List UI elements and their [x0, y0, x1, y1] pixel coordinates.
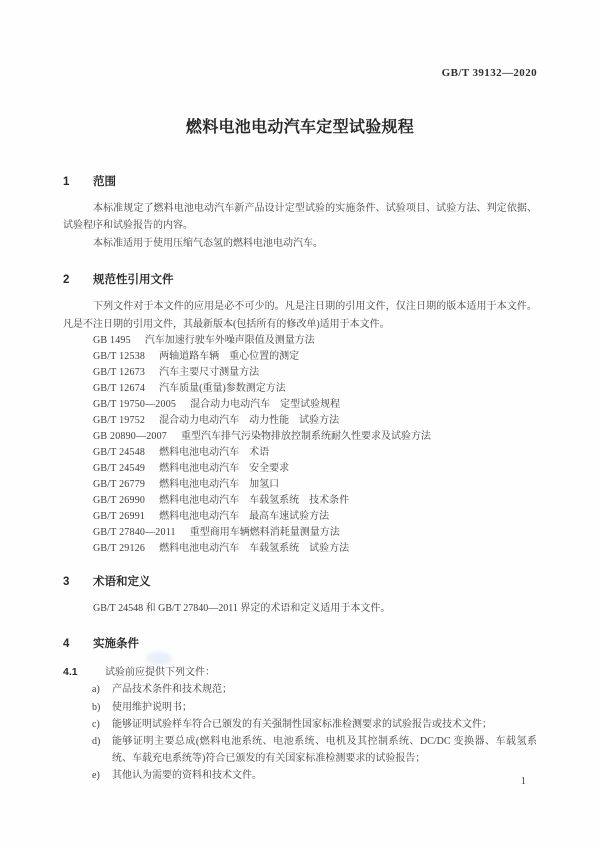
reference-code: GB/T 12673: [93, 367, 146, 379]
reference-code: GB/T 26991: [93, 511, 146, 523]
terms-paragraph: GB/T 24548 和 GB/T 27840—2011 界定的术语和定义适用于本文件。: [93, 603, 391, 615]
reference-code: GB/T 24548: [93, 447, 146, 459]
reference-code: GB 20890—2007: [93, 431, 167, 443]
list-item: [92, 699, 537, 716]
list-item-text: 产品技术条件和技术规范；: [112, 684, 232, 696]
section-heading-implementation: [63, 636, 537, 652]
reference-title: 混合动力电动汽车 动力性能 试验方法: [159, 415, 340, 427]
reference-code: GB/T 12538: [93, 351, 146, 363]
list-item-marker: a): [92, 684, 100, 696]
reference-title: 燃料电池电动汽车 车载氢系统 试验方法: [159, 543, 350, 555]
reference-title: 混合动力电动汽车 定型试验规程: [190, 399, 341, 411]
reference-item: [93, 445, 537, 461]
reference-title: 两轴道路车辆 重心位置的测定: [159, 351, 300, 363]
reference-item: [93, 349, 537, 365]
reference-title: 汽车加速行驶车外噪声限值及测量方法: [144, 335, 315, 347]
reference-item: [93, 413, 537, 429]
clause-text: 试验前应提供下列文件：: [105, 667, 215, 679]
list-item-marker: c): [92, 718, 100, 730]
reference-title: 重型商用车辆燃料消耗量测量方法: [189, 527, 340, 539]
reference-code: GB 1495: [93, 335, 131, 347]
reference-item: [93, 365, 537, 381]
reference-code: GB/T 19752: [93, 415, 146, 427]
list-item-marker: e): [92, 770, 100, 782]
section-heading-text: 范围: [93, 176, 116, 188]
section-number: 2: [63, 274, 70, 287]
reference-title: 燃料电池电动汽车 术语: [159, 447, 270, 459]
section-heading-scope: [63, 174, 537, 190]
reference-code: GB/T 12674: [93, 383, 146, 395]
reference-title: 汽车主要尺寸测量方法: [159, 367, 260, 379]
reference-code: GB/T 26779: [93, 479, 146, 491]
list-item-text: 其他认为需要的资料和技术文件。: [112, 770, 262, 782]
reference-title: 汽车质量(重量)参数测定方法: [159, 383, 286, 395]
reference-item: [93, 525, 537, 541]
section-heading-terms: [63, 574, 537, 590]
reference-code: GB/T 24549: [93, 463, 146, 475]
page-number: 1: [520, 776, 526, 787]
clause-4-1: [63, 664, 537, 681]
reference-title: 重型汽车排气污染物排放控制系统耐久性要求及试验方法: [181, 431, 431, 443]
reference-item: [93, 461, 537, 477]
reference-code: GB/T 27840—2011: [93, 527, 176, 539]
reference-code: GB/T 29126: [93, 543, 146, 555]
list-item: [92, 681, 537, 698]
section-number: 4: [63, 638, 70, 651]
section-heading-normative-references: [63, 272, 537, 288]
reference-item: [93, 429, 537, 445]
reference-item: [93, 541, 537, 557]
reference-item: [93, 397, 537, 413]
reference-item: [93, 381, 537, 397]
reference-code: GB/T 26990: [93, 495, 146, 507]
normative-references-intro: 下列文件对于本文件的应用是必不可少的。凡是注日期的引用文件，仅注日期的版本适用于本文件。凡是不注日期的引用文件，其最新版本(包括所有的修改单)适用于本文件。: [63, 301, 537, 330]
reference-item: [93, 477, 537, 493]
list-item: [92, 716, 537, 733]
scope-paragraph-1: 本标准规定了燃料电池电动汽车新产品设计定型试验的实施条件、试验项目、试验方法、判定依据、试验程序和试验报告的内容。: [63, 203, 537, 232]
reference-item: [93, 333, 537, 349]
document-title: 燃料电池电动汽车定型试验规程: [185, 119, 415, 136]
doc-code: GB/T 39132—2020: [441, 67, 537, 79]
section-heading-text: 实施条件: [93, 638, 139, 651]
reference-item: [93, 493, 537, 509]
list-item-text: 能够证明主要总成(燃料电池系统、电池系统、电机及其控制系统、DC/DC 变换器、车载氢系统、车载充电系统等)符合已颁发的有关国家标准检测要求的试验报告；: [112, 736, 537, 765]
reference-title: 燃料电池电动汽车 加氢口: [159, 479, 280, 491]
section-number: 1: [63, 176, 70, 188]
reference-item: [93, 509, 537, 525]
scope-paragraph-2: 本标准适用于使用压缩气态氢的燃料电池电动汽车。: [93, 237, 323, 249]
section-heading-text: 术语和定义: [93, 576, 151, 589]
reference-title: 燃料电池电动汽车 车载氢系统 技术条件: [159, 495, 350, 507]
document-list: [92, 681, 537, 784]
list-item: [92, 733, 537, 767]
section-number: 3: [63, 576, 70, 589]
list-item-text: 能够证明试验样车符合已颁发的有关强制性国家标准检测要求的试验报告或技术文件；: [112, 718, 492, 730]
scan-smudge-artifact: [146, 652, 172, 665]
reference-title: 燃料电池电动汽车 最高车速试验方法: [159, 511, 330, 523]
normative-references-list: [93, 333, 537, 557]
list-item-text: 使用维护说明书；: [112, 701, 192, 713]
reference-title: 燃料电池电动汽车 安全要求: [159, 463, 290, 475]
list-item-marker: d): [92, 736, 101, 748]
list-item: [92, 767, 537, 784]
reference-code: GB/T 19750—2005: [93, 399, 177, 411]
list-item-marker: b): [92, 701, 101, 713]
section-heading-text: 规范性引用文件: [93, 274, 174, 287]
clause-number: 4.1: [63, 666, 78, 679]
